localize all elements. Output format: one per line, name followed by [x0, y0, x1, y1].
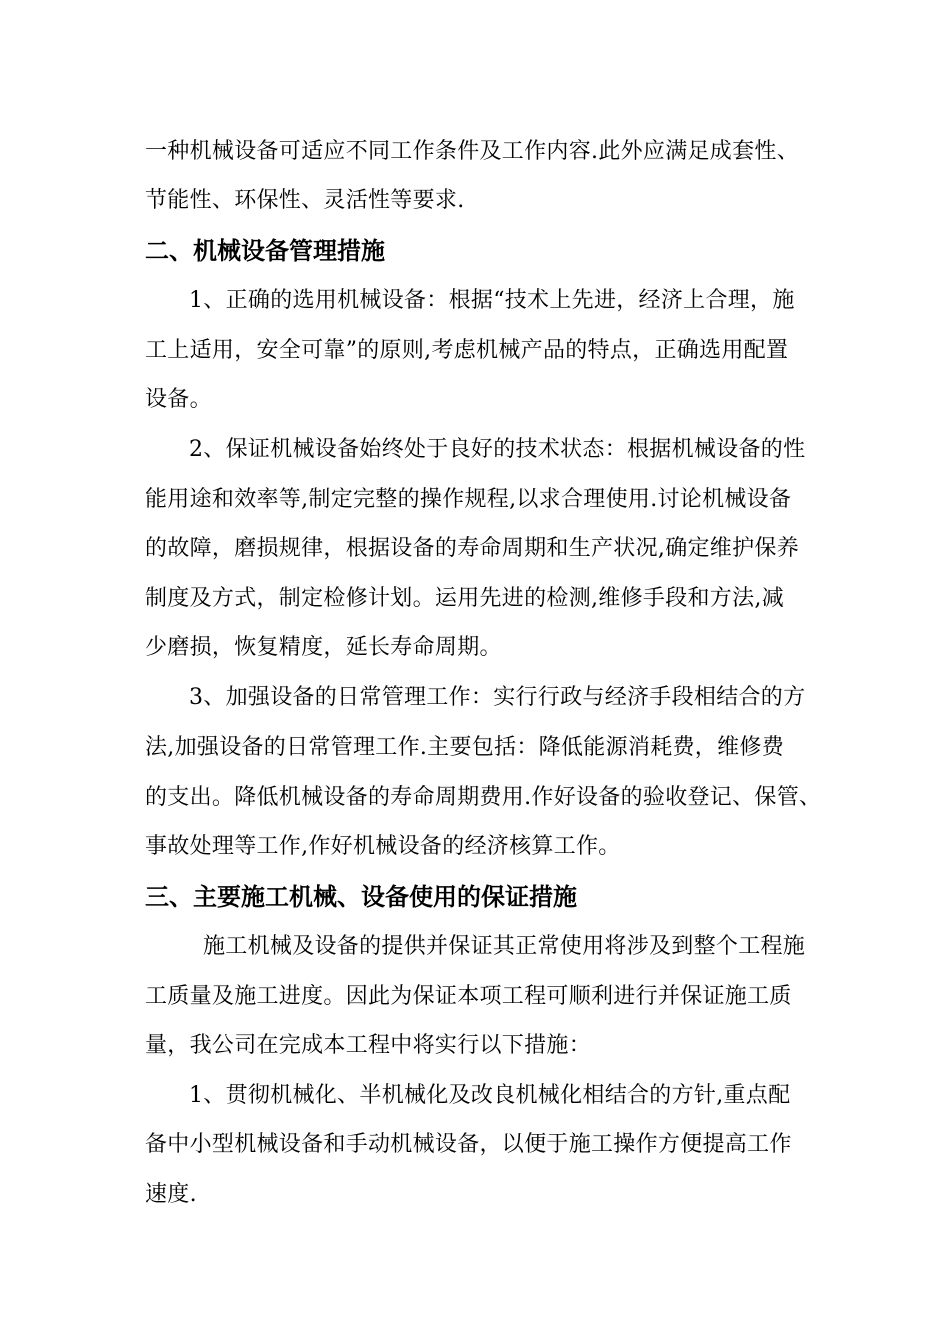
paragraph-line: 速度.	[145, 1182, 197, 1207]
paragraph-line: 法,加强设备的日常管理工作.主要包括：降低能源消耗费，维修费	[145, 735, 784, 760]
paragraph-line: 少磨损，恢复精度，延长寿命周期。	[145, 635, 502, 660]
paragraph-line: 能用途和效率等,制定完整的操作规程,以求合理使用.讨论机械设备	[145, 487, 792, 512]
paragraph-line: 1、贯彻机械化、半机械化及改良机械化相结合的方针,重点配	[189, 1083, 791, 1108]
paragraph-line: 一种机械设备可适应不同工作条件及工作内容.此外应满足成套性、	[145, 139, 799, 164]
paragraph-line: 的故障，磨损规律，根据设备的寿命周期和生产状况,确定维护保养	[145, 536, 799, 561]
section-heading: 三、主要施工机械、设备使用的保证措施	[145, 883, 577, 911]
paragraph-line: 1、正确的选用机械设备：根据“技术上先进，经济上合理，施	[189, 288, 795, 313]
paragraph-line: 3、加强设备的日常管理工作：实行行政与经济手段相结合的方	[189, 685, 806, 710]
paragraph-line: 备中小型机械设备和手动机械设备，以便于施工操作方便提高工作	[145, 1132, 792, 1157]
paragraph-line: 工上适用，安全可靠”的原则,考虑机械产品的特点，正确选用配置	[145, 338, 789, 363]
paragraph-line: 工质量及施工进度。因此为保证本项工程可顺利进行并保证施工质	[145, 984, 792, 1009]
section-heading: 二、机械设备管理措施	[145, 237, 385, 265]
paragraph-line: 的支出。降低机械设备的寿命周期费用.作好设备的验收登记、保管、	[145, 785, 822, 810]
paragraph-line: 制度及方式，制定检修计划。运用先进的检测,维修手段和方法,减	[145, 586, 784, 611]
paragraph-line: 设备。	[145, 387, 212, 412]
paragraph-line: 事故处理等工作,作好机械设备的经济核算工作。	[145, 834, 621, 859]
paragraph-line: 施工机械及设备的提供并保证其正常使用将涉及到整个工程施	[203, 934, 806, 959]
paragraph-line: 量，我公司在完成本工程中将实行以下措施：	[145, 1033, 592, 1058]
paragraph-line: 2、保证机械设备始终处于良好的技术状态：根据机械设备的性	[189, 437, 806, 462]
paragraph-line: 节能性、环保性、灵活性等要求.	[145, 188, 465, 213]
